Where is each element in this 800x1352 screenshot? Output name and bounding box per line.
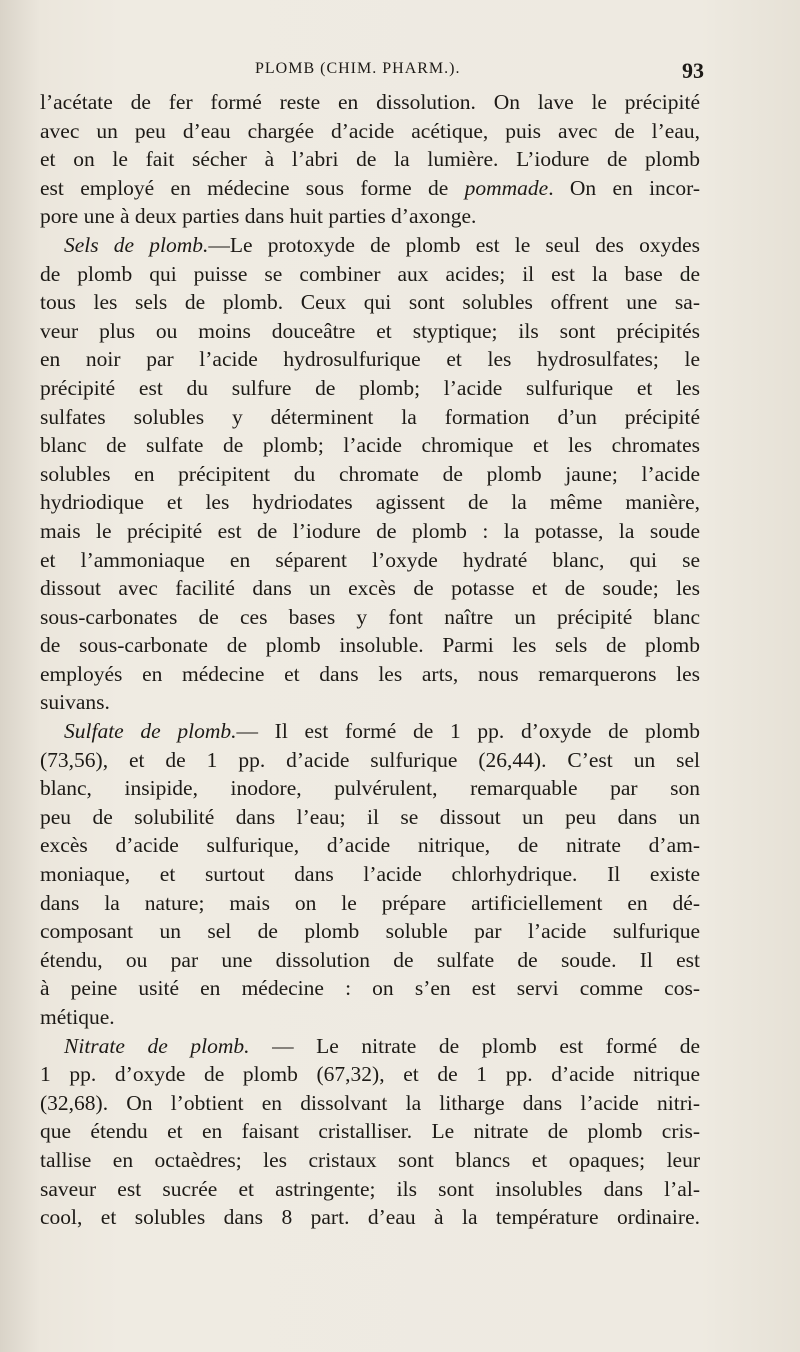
text-segment: de plomb qui puisse se combiner aux acides; il est la base de bbox=[40, 261, 700, 286]
text-line bbox=[40, 403, 700, 432]
text-line bbox=[40, 260, 700, 289]
text-line bbox=[40, 717, 700, 746]
text-segment: pore une à deux parties dans huit parties d’axonge. bbox=[40, 204, 477, 229]
text-segment: —Le protoxyde de plomb est le seul des oxydes bbox=[208, 232, 700, 257]
text-line bbox=[40, 546, 700, 575]
text-segment: en noir par l’acide hydrosulfurique et les hydrosulfates; le bbox=[40, 347, 700, 372]
text-segment: (32,68). On l’obtient en dissolvant la litharge dans l’acide nitri- bbox=[40, 1090, 700, 1115]
text-segment: et on le fait sécher à l’abri de la lumière. L’iodure de plomb bbox=[40, 147, 700, 172]
text-segment: (73,56), et de 1 pp. d’acide sulfurique (26,44). C’est un sel bbox=[40, 747, 700, 772]
italic-heading: Sulfate de plomb. bbox=[64, 719, 237, 744]
text-line bbox=[40, 946, 700, 975]
text-line bbox=[40, 1032, 700, 1061]
text-segment: employés en médecine et dans les arts, nous remarquerons les bbox=[40, 661, 700, 686]
text-line bbox=[40, 603, 700, 632]
text-line bbox=[40, 917, 700, 946]
text-segment: solubles en précipitent du chromate de plomb jaune; l’acide bbox=[40, 461, 700, 486]
text-line bbox=[40, 774, 700, 803]
text-line bbox=[40, 889, 700, 918]
text-segment: composant un sel de plomb soluble par l’acide sulfurique bbox=[40, 919, 700, 944]
text-line bbox=[40, 174, 700, 203]
text-segment: tallise en octaèdres; les cristaux sont blancs et opaques; leur bbox=[40, 1147, 700, 1172]
text-segment: blanc de sulfate de plomb; l’acide chromique et les chromates bbox=[40, 433, 700, 458]
text-segment: tous les sels de plomb. Ceux qui sont solubles offrent une sa- bbox=[40, 290, 700, 315]
text-segment: et l’ammoniaque en séparent l’oxyde hydraté blanc, qui se bbox=[40, 547, 700, 572]
text-segment: . On en incor- bbox=[548, 175, 700, 200]
text-line bbox=[40, 803, 700, 832]
italic-heading: Nitrate de plomb. bbox=[64, 1033, 250, 1058]
text-line bbox=[40, 374, 700, 403]
text-segment: dans la nature; mais on le prépare artificiellement en dé- bbox=[40, 890, 700, 915]
italic-heading: pommade bbox=[464, 175, 549, 200]
text-line bbox=[40, 831, 700, 860]
text-segment: saveur est sucrée et astringente; ils sont insolubles dans l’al- bbox=[40, 1176, 700, 1201]
text-segment: veur plus ou moins douceâtre et styptique; ils sont précipités bbox=[40, 318, 700, 343]
text-line bbox=[40, 631, 700, 660]
text-segment: est employé en médecine sous forme de bbox=[40, 175, 465, 200]
text-segment: — Le nitrate de plomb est formé de bbox=[249, 1033, 701, 1058]
text-segment: mais le précipité est de l’iodure de plomb : la potasse, la soude bbox=[40, 518, 700, 543]
text-segment: — Il est formé de 1 pp. d’oxyde de plomb bbox=[236, 719, 700, 744]
text-segment: dissout avec facilité dans un excès de potasse et de soude; les bbox=[40, 576, 700, 601]
text-segment: l’acétate de fer formé reste en dissolution. On lave le précipité bbox=[40, 90, 700, 114]
text-segment: hydriodique et les hydriodates agissent de la même manière, bbox=[40, 490, 700, 515]
text-segment: sulfates solubles y déterminent la formation d’un précipité bbox=[40, 404, 700, 429]
text-segment: que étendu et en faisant cristalliser. Le nitrate de plomb cris- bbox=[40, 1119, 700, 1144]
body-text bbox=[40, 88, 700, 1232]
text-line bbox=[40, 1146, 700, 1175]
text-line bbox=[40, 488, 700, 517]
text-line bbox=[40, 517, 700, 546]
text-line bbox=[40, 288, 700, 317]
text-line bbox=[40, 117, 700, 146]
italic-heading: Sels de plomb. bbox=[64, 232, 209, 257]
text-segment: 1 pp. d’oxyde de plomb (67,32), et de 1 pp. d’acide nitrique bbox=[40, 1062, 700, 1087]
text-segment: de sous-carbonate de plomb insoluble. Parmi les sels de plomb bbox=[40, 633, 700, 658]
page-number: 93 bbox=[682, 58, 704, 83]
text-segment: suivans. bbox=[40, 690, 110, 715]
text-segment: moniaque, et surtout dans l’acide chlorhydrique. Il existe bbox=[40, 862, 700, 887]
text-line bbox=[40, 1117, 700, 1146]
text-line bbox=[40, 88, 700, 117]
text-segment: excès d’acide sulfurique, d’acide nitrique, de nitrate d’am- bbox=[40, 833, 700, 858]
text-line bbox=[40, 202, 700, 231]
text-segment: précipité est du sulfure de plomb; l’acide sulfurique et les bbox=[40, 375, 700, 400]
text-segment: étendu, ou par une dissolution de sulfate de soude. Il est bbox=[40, 947, 700, 972]
text-segment: métique. bbox=[40, 1005, 115, 1029]
text-line bbox=[40, 231, 700, 260]
text-line bbox=[40, 460, 700, 489]
text-line bbox=[40, 1003, 700, 1032]
page-header bbox=[0, 58, 800, 86]
text-line bbox=[40, 688, 700, 717]
text-segment: à peine usité en médecine : on s’en est servi comme cos- bbox=[40, 976, 700, 1001]
text-line bbox=[40, 145, 700, 174]
text-line bbox=[40, 1089, 700, 1118]
text-line bbox=[40, 974, 700, 1003]
text-line bbox=[40, 860, 700, 889]
text-line bbox=[40, 345, 700, 374]
text-segment: cool, et solubles dans 8 part. d’eau à la température ordinaire. bbox=[40, 1205, 700, 1230]
text-segment: avec un peu d’eau chargée d’acide acétique, puis avec de l’eau, bbox=[40, 118, 700, 143]
text-line bbox=[40, 1203, 700, 1232]
text-segment: peu de solubilité dans l’eau; il se dissout un peu dans un bbox=[40, 804, 700, 829]
running-title: PLOMB (CHIM. PHARM.). bbox=[255, 60, 461, 77]
text-segment: blanc, insipide, inodore, pulvérulent, remarquable par son bbox=[40, 776, 700, 801]
text-line bbox=[40, 746, 700, 775]
text-line bbox=[40, 1175, 700, 1204]
text-line bbox=[40, 660, 700, 689]
text-line bbox=[40, 1060, 700, 1089]
text-line bbox=[40, 431, 700, 460]
text-segment: sous-carbonates de ces bases y font naître un précipité blanc bbox=[40, 604, 700, 629]
text-line bbox=[40, 317, 700, 346]
text-line bbox=[40, 574, 700, 603]
